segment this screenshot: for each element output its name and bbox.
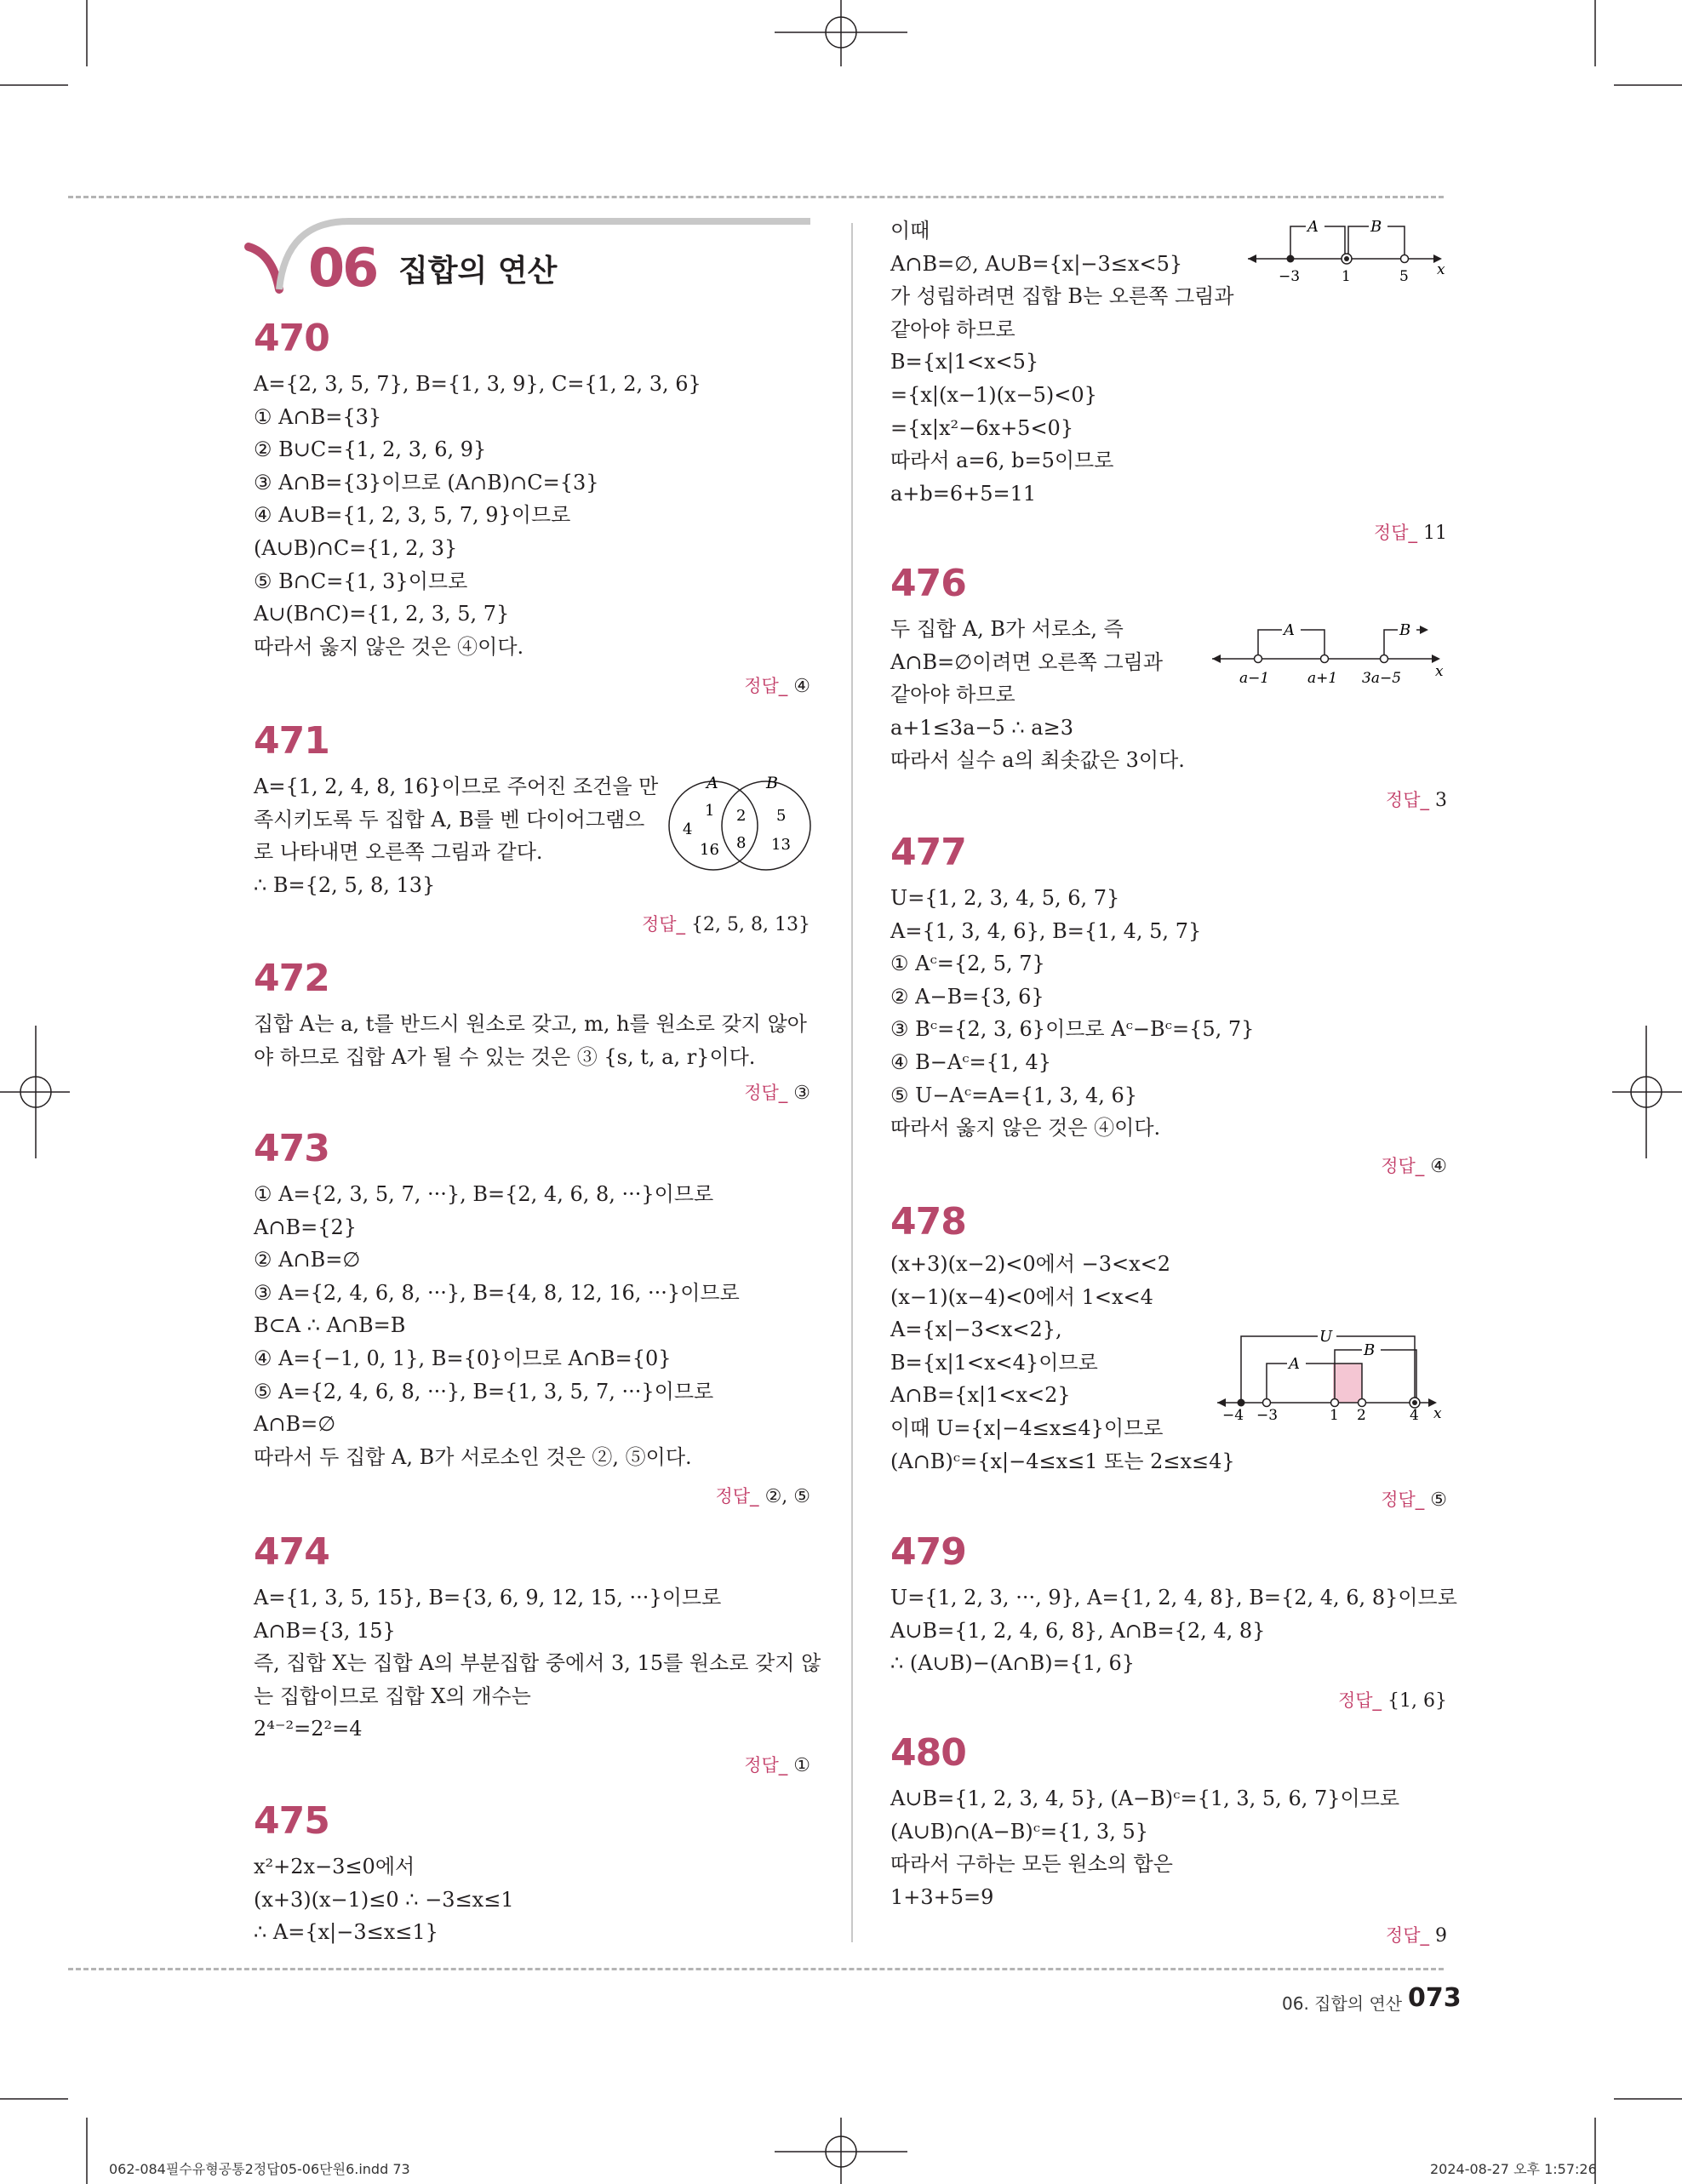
solution-line: 는 집합이므로 집합 X의 개수는 xyxy=(254,1684,531,1708)
problem-number: 479 xyxy=(890,1530,966,1574)
number-line-tick: 1 xyxy=(1330,1407,1339,1421)
number-line-label-b: B xyxy=(1370,218,1382,236)
solution-line: ② A−B={3, 6} xyxy=(890,984,1044,1009)
venn-diagram xyxy=(664,773,826,875)
solution-line: 같아야 하므로 xyxy=(890,317,1015,341)
problem-number: 473 xyxy=(254,1127,329,1170)
number-line-label-a: A xyxy=(1284,621,1295,639)
solution-line: ④ A∪B={1, 2, 3, 5, 7, 9}이므로 xyxy=(254,503,571,528)
file-name: 062-084필수유형공통2정답05-06단원6.indd 73 xyxy=(109,2161,410,2177)
solution-line: 집합 A는 a, t를 반드시 원소로 갖고, m, h를 원소로 갖지 않아 xyxy=(254,1012,807,1036)
number-line-475 xyxy=(1244,214,1457,291)
solution-line: B⊂A ∴ A∩B=B xyxy=(254,1313,406,1338)
solution-line: ④ B−Aᶜ={1, 4} xyxy=(890,1050,1051,1074)
number-line-label-b: B xyxy=(1364,1341,1376,1359)
solution-line: x²+2x−3≤0에서 xyxy=(254,1855,415,1878)
number-line-label-a: A xyxy=(1289,1355,1300,1373)
problem-number: 478 xyxy=(890,1200,966,1244)
solution-line: A={2, 3, 5, 7}, B={1, 3, 9}, C={1, 2, 3, 6} xyxy=(254,372,701,396)
running-title: 06. 집합의 연산 xyxy=(1282,1993,1403,2014)
problem-number: 477 xyxy=(890,831,966,874)
answer-475: 정답_ 11 xyxy=(1373,523,1447,544)
solution-line: (A∪B)∩(A−B)ᶜ={1, 3, 5} xyxy=(890,1819,1148,1844)
problem-number: 471 xyxy=(254,719,329,763)
number-line-tick: a+1 xyxy=(1307,670,1338,687)
solution-line: 1+3+5=9 xyxy=(890,1884,994,1909)
number-line-axis: x xyxy=(1435,663,1444,680)
problem-number: 472 xyxy=(254,957,329,1000)
solution-line: 따라서 실수 a의 최솟값은 3이다. xyxy=(890,748,1185,773)
problem-number: 475 xyxy=(254,1799,329,1843)
number-line-label-a: A xyxy=(1307,218,1319,236)
venn-value: 5 xyxy=(776,807,787,825)
answer-477: 정답_ ④ xyxy=(1381,1156,1447,1177)
solution-line: A∪B={1, 2, 3, 4, 5}, (A−B)ᶜ={1, 3, 5, 6, 7}이므로 xyxy=(890,1787,1400,1810)
solution-line: a+1≤3a−5 ∴ a≥3 xyxy=(890,715,1073,740)
solution-line: ⑤ A={2, 4, 6, 8, ···}, B={1, 3, 5, 7, ···}이므로 xyxy=(254,1379,714,1404)
solution-line: 따라서 구하는 모든 원소의 합은 xyxy=(890,1852,1173,1877)
solution-line: 따라서 a=6, b=5이므로 xyxy=(890,449,1114,473)
venn-value: 8 xyxy=(736,834,747,852)
problem-number: 470 xyxy=(254,317,329,360)
problem-number: 474 xyxy=(254,1530,329,1574)
solution-line: B={x|1<x<5} xyxy=(890,350,1039,374)
column-divider xyxy=(851,223,853,1942)
number-line-label-b: B xyxy=(1399,621,1411,639)
venn-value: 2 xyxy=(736,807,747,825)
problem-number: 476 xyxy=(890,562,966,605)
top-rule xyxy=(68,196,1444,198)
solution-line: ① Aᶜ={2, 5, 7} xyxy=(890,952,1045,976)
number-line-axis: x xyxy=(1433,1405,1442,1421)
solution-line: U={1, 2, 3, ···, 9}, A={1, 2, 4, 8}, B={2, 4, 6, 8}이므로 xyxy=(890,1586,1457,1609)
chapter-number: 06 xyxy=(308,237,377,299)
answer-476: 정답_ 3 xyxy=(1385,790,1447,811)
solution-line: ∴ A={x|−3≤x≤1} xyxy=(254,1920,438,1945)
solution-line: A∪B={1, 2, 4, 6, 8}, A∩B={2, 4, 8} xyxy=(890,1618,1266,1643)
problem-number: 480 xyxy=(890,1731,966,1775)
solution-line: 족시키도록 두 집합 A, B를 벤 다이어그램으 xyxy=(254,807,645,832)
number-line-tick: 4 xyxy=(1410,1407,1419,1421)
number-line-tick: −3 xyxy=(1279,268,1301,285)
answer-478: 정답_ ⑤ xyxy=(1381,1489,1447,1511)
number-line-tick: 2 xyxy=(1357,1407,1366,1421)
solution-line: A∩B={2} xyxy=(254,1215,357,1239)
solution-line: a+b=6+5=11 xyxy=(890,481,1037,506)
venn-value: 13 xyxy=(771,836,791,854)
number-line-axis: x xyxy=(1437,261,1445,278)
solution-line: ② A∩B=∅ xyxy=(254,1248,361,1272)
number-line-tick: a−1 xyxy=(1239,670,1270,687)
number-line-476 xyxy=(1209,611,1456,688)
solution-line: ③ A={2, 4, 6, 8, ···}, B={4, 8, 12, 16, ···}이므로 xyxy=(254,1280,740,1305)
number-line-tick: −4 xyxy=(1222,1407,1244,1421)
solution-line: ∴ B={2, 5, 8, 13} xyxy=(254,872,436,897)
venn-value: 16 xyxy=(700,841,719,859)
solution-line: 로 나타내면 오른쪽 그림과 같다. xyxy=(254,840,543,865)
solution-line: ① A={2, 3, 5, 7, ···}, B={2, 4, 6, 8, ···}이므로 xyxy=(254,1182,714,1206)
solution-line: ③ Bᶜ={2, 3, 6}이므로 Aᶜ−Bᶜ={5, 7} xyxy=(890,1017,1255,1042)
venn-label-b: B xyxy=(766,774,778,792)
solution-line: ={x|(x−1)(x−5)<0} xyxy=(890,383,1097,407)
solution-line: B={x|1<x<4}이므로 xyxy=(890,1350,1098,1375)
solution-line: 따라서 옳지 않은 것은 ④이다. xyxy=(254,634,524,659)
solution-line: (x−1)(x−4)<0에서 1<x<4 xyxy=(890,1284,1153,1309)
solution-line: 같아야 하므로 xyxy=(890,683,1015,707)
solution-line: A={1, 3, 4, 6}, B={1, 4, 5, 7} xyxy=(890,918,1202,943)
bottom-rule xyxy=(68,1968,1444,1970)
number-line-tick: 1 xyxy=(1342,268,1351,285)
solution-line: (x+3)(x−2)<0에서 −3<x<2 xyxy=(890,1252,1171,1276)
solution-line: 즉, 집합 X는 집합 A의 부분집합 중에서 3, 15를 원소로 갖지 않 xyxy=(254,1651,821,1676)
answer-470: 정답_ ④ xyxy=(744,676,810,697)
solution-line: A={x|−3<x<2}, xyxy=(890,1318,1062,1342)
solution-line: A∩B=∅, A∪B={x|−3≤x<5} xyxy=(890,251,1183,276)
solution-line: A∩B={3, 15} xyxy=(254,1618,396,1643)
solution-line: 이때 xyxy=(890,219,930,243)
solution-line: 따라서 옳지 않은 것은 ④이다. xyxy=(890,1116,1161,1141)
number-line-tick: −3 xyxy=(1256,1407,1279,1421)
solution-line: A={1, 2, 4, 8, 16}이므로 주어진 조건을 만 xyxy=(254,775,659,798)
solution-line: ={x|x²−6x+5<0} xyxy=(890,415,1074,440)
answer-474: 정답_ ① xyxy=(744,1755,810,1776)
solution-line: 가 성립하려면 집합 B는 오른쪽 그림과 xyxy=(890,284,1234,309)
page-number: 073 xyxy=(1408,1983,1462,2013)
number-line-478 xyxy=(1214,1319,1452,1421)
venn-label-a: A xyxy=(707,774,718,792)
solution-line: (A∩B)ᶜ={x|−4≤x≤1 또는 2≤x≤4} xyxy=(890,1449,1235,1473)
solution-line: A∩B={x|1<x<2} xyxy=(890,1383,1071,1408)
solution-line: A∩B=∅ xyxy=(254,1412,336,1437)
answer-472: 정답_ ③ xyxy=(744,1083,810,1104)
solution-line: 두 집합 A, B가 서로소, 즉 xyxy=(890,617,1124,641)
timestamp: 2024-08-27 오후 1:57:26 xyxy=(1430,2161,1597,2177)
answer-471: 정답_ {2, 5, 8, 13} xyxy=(641,914,810,935)
solution-line: A∩B=∅이려면 오른쪽 그림과 xyxy=(890,649,1164,674)
solution-line: (A∪B)∩C={1, 2, 3} xyxy=(254,536,458,560)
solution-line: 이때 U={x|−4≤x≤4}이므로 xyxy=(890,1416,1164,1440)
solution-line: ② B∪C={1, 2, 3, 6, 9} xyxy=(254,437,487,462)
solution-line: ∴ (A∪B)−(A∩B)={1, 6} xyxy=(890,1651,1136,1676)
answer-480: 정답_ 9 xyxy=(1385,1925,1447,1947)
chapter-title: 집합의 연산 xyxy=(398,254,558,289)
solution-line: ① A∩B={3} xyxy=(254,404,382,429)
solution-line: U={1, 2, 3, 4, 5, 6, 7} xyxy=(890,886,1120,910)
solution-line: A={1, 3, 5, 15}, B={3, 6, 9, 12, 15, ···}이므로 xyxy=(254,1586,722,1609)
venn-value: 4 xyxy=(683,820,693,838)
solution-line: ⑤ U−Aᶜ=A={1, 3, 4, 6} xyxy=(890,1083,1138,1107)
solution-line: A∪(B∩C)={1, 2, 3, 5, 7} xyxy=(254,602,510,626)
solution-line: (x+3)(x−1)≤0 ∴ −3≤x≤1 xyxy=(254,1887,514,1912)
venn-value: 1 xyxy=(705,802,715,820)
number-line-label-u: U xyxy=(1319,1328,1333,1346)
solution-line: 따라서 두 집합 A, B가 서로소인 것은 ②, ⑤이다. xyxy=(254,1444,692,1469)
solution-line: 2⁴⁻²=2²=4 xyxy=(254,1717,363,1741)
solution-line: ⑤ B∩C={1, 3}이므로 xyxy=(254,569,468,593)
solution-line: ③ A∩B={3}이므로 (A∩B)∩C={3} xyxy=(254,470,599,495)
number-line-tick: 3a−5 xyxy=(1362,670,1402,687)
answer-473: 정답_ ②, ⑤ xyxy=(715,1486,810,1507)
answer-479: 정답_ {1, 6} xyxy=(1337,1690,1447,1712)
number-line-tick: 5 xyxy=(1399,268,1409,285)
solution-line: 야 하므로 집합 A가 될 수 있는 것은 ③ {s, t, a, r}이다. xyxy=(254,1044,756,1069)
solution-line: ④ A={−1, 0, 1}, B={0}이므로 A∩B={0} xyxy=(254,1346,672,1370)
